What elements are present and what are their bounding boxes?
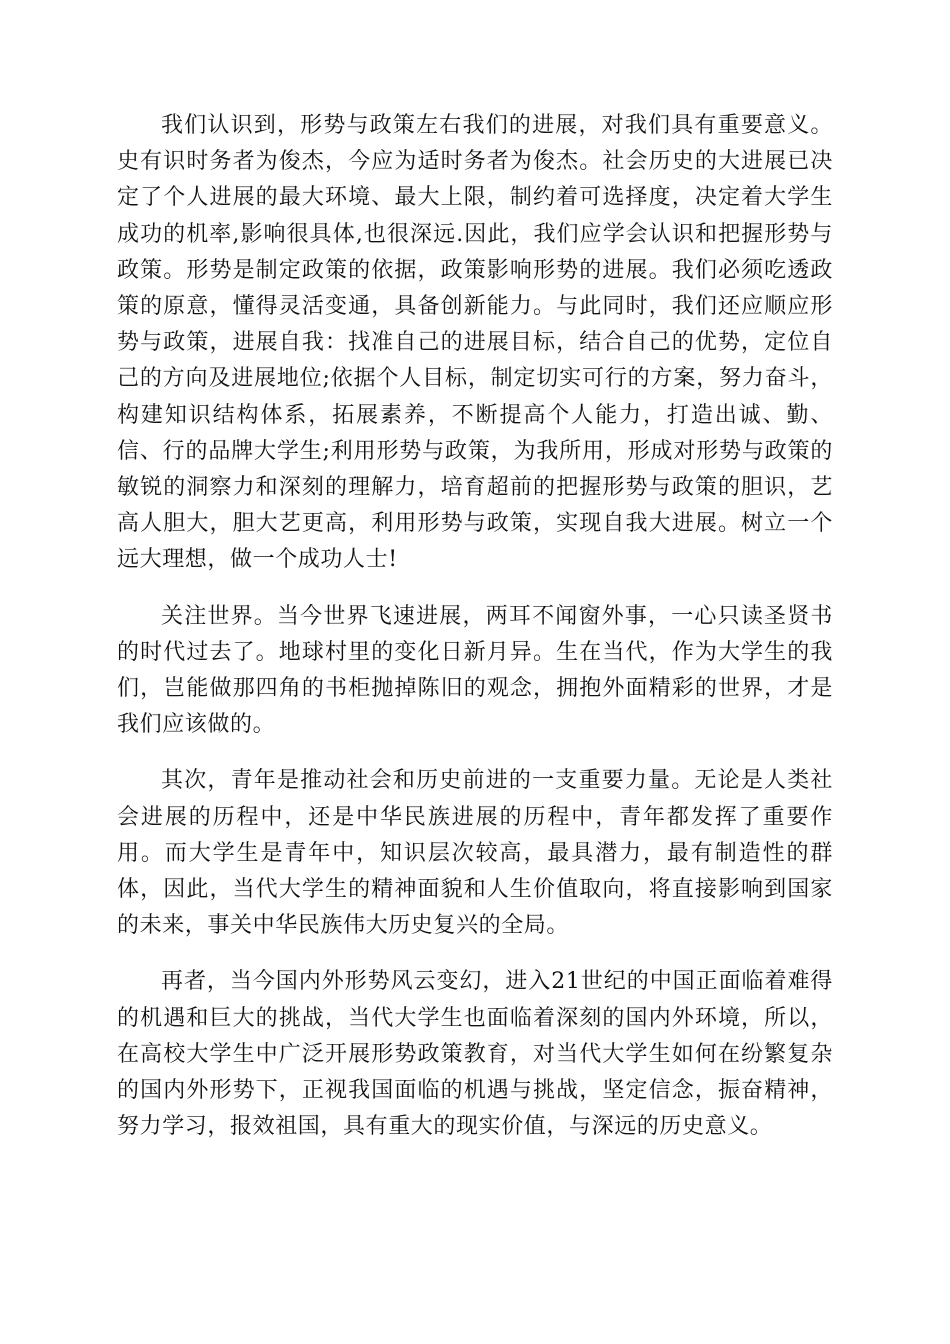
paragraph-focus-on-world: 关注世界。当今世界飞速进展，两耳不闻窗外事，一心只读圣贤书的时代过去了。地球村里的变化日新月异。生在当代，作为大学生的我们，岂能做那四角的书柜抛掉陈旧的观念，拥抱外面精彩的世界，才是我们应该做的。 [117, 603, 833, 738]
document-page [117, 108, 833, 1165]
paragraph-domestic-international-situation: 再者，当今国内外形势风云变幻，进入21世纪的中国正面临着难得的机遇和巨大的挑战，当代大学生也面临着深刻的国内外环境，所以，在高校大学生中广泛开展形势政策教育，对当代大学生如何在纷繁复杂的国内外形势下，正视我国面临的机遇与挑战，坚定信念，振奋精神，努力学习，报效祖国，具有重大的现实价值，与深远的历史意义。 [117, 969, 833, 1140]
paragraph-situation-and-policy: 我们认识到，形势与政策左右我们的进展，对我们具有重要意义。史有识时务者为俊杰，今应为适时务者为俊杰。社会历史的大进展已决定了个人进展的最大环境、最大上限，制约着可选择度，决定着大学生成功的机率,影响很具体,也很深远.因此，我们应学会认识和把握形势与政策。形势是制定政策的依据，政策影响形势的进展。我们必须吃透政策的原意，懂得灵活变通，具备创新能力。与此同时，我们还应顺应形势与政策，进展自我：找准自己的进展目标，结合自己的优势，定位自己的方向及进展地位;依据个人目标，制定切实可行的方案，努力奋斗，构建知识结构体系，拓展素养，不断提高个人能力，打造出诚、勤、信、行的品牌大学生;利用形势与政策，为我所用，形成对形势与政策的敏锐的洞察力和深刻的理解力，培育超前的把握形势与政策的胆识，艺高人胆大，胆大艺更高，利用形势与政策，实现自我大进展。树立一个远大理想，做一个成功人士! [117, 113, 833, 573]
paragraph-youth-role: 其次，青年是推动社会和历史前进的一支重要力量。无论是人类社会进展的历程中，还是中华民族进展的历程中，青年都发挥了重要作用。而大学生是青年中，知识层次较高，最具潜力，最有制造性的群体，因此，当代大学生的精神面貌和人生价值取向，将直接影响到国家的未来，事关中华民族伟大历史复兴的全局。 [117, 768, 833, 939]
